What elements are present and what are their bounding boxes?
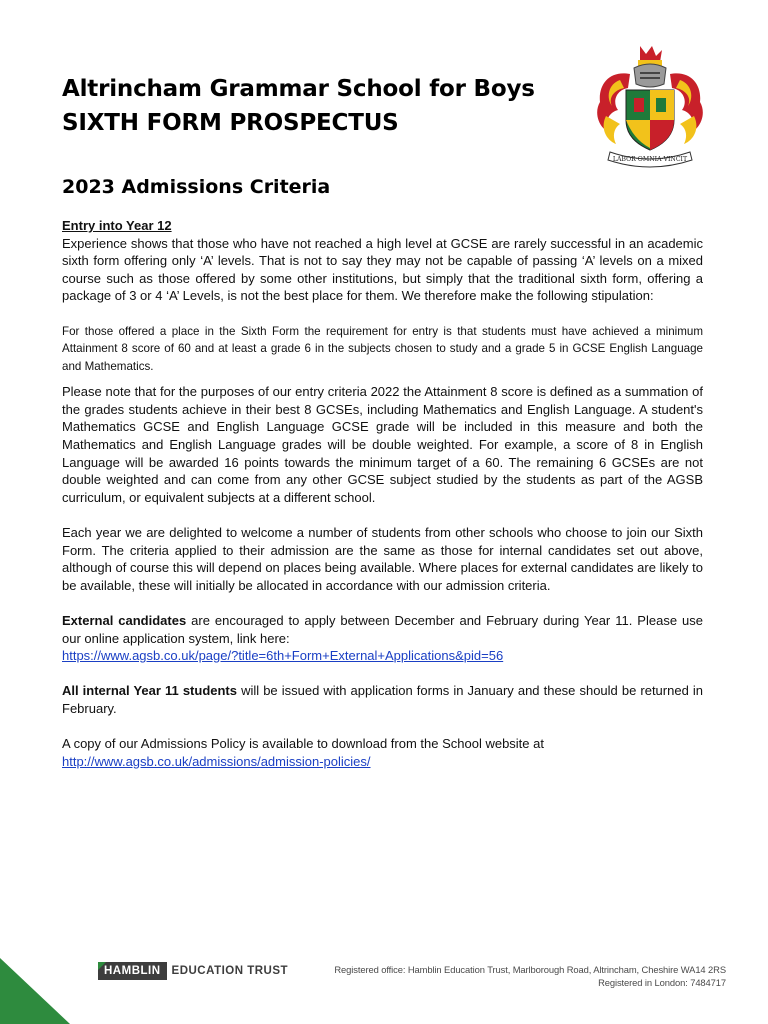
admissions-policy-link[interactable]: http://www.agsb.co.uk/admissions/admission-policies/ bbox=[62, 753, 371, 769]
external-candidates-paragraph bbox=[62, 612, 703, 665]
registered-office: Registered office: Hamblin Education Trust, Marlborough Road, Altrincham, Cheshire WA14 2RS bbox=[334, 964, 726, 975]
admissions-content bbox=[62, 217, 703, 770]
external-candidates-text: are encouraged to apply between December and February during Year 11. Please use our online application system, link here: bbox=[62, 612, 703, 646]
crest-motto: LABOR·OMNIA·VINCIT bbox=[612, 156, 688, 163]
admissions-policy-text: A copy of our Admissions Policy is available to download from the School website at bbox=[62, 736, 544, 752]
school-name: Altrincham Grammar School for Boys bbox=[62, 76, 535, 102]
internal-students-label: All internal Year 11 students bbox=[62, 683, 237, 699]
internal-students-text: will be issued with application forms in January and these should be returned in February. bbox=[62, 683, 703, 716]
footer-green-triangle bbox=[0, 958, 70, 1024]
external-applications-link[interactable]: https://www.agsb.co.uk/page/?title=6th+Form+External+Applications&pid=56 bbox=[62, 648, 504, 664]
footer-address bbox=[300, 963, 726, 989]
entry-requirement-paragraph: For those offered a place in the Sixth Form the requirement for entry is that students must have achieved a minimum Attainment 8 score of 60 and at least a grade 6 in the subjects chosen to study and a grade 5 in GCSE English Language and Mathematics. bbox=[62, 324, 703, 373]
page-title bbox=[62, 72, 582, 140]
external-welcome-paragraph: Each year we are delighted to welcome a number of students from other schools who choose to join our Sixth Form. The criteria applied to their admission are the same as those for internal candidates set out above, although of course this will depend on places being available. Where places for external candidates are likely to be available, these will initially be allocated in accordance with our admission criteria. bbox=[62, 524, 703, 593]
admissions-policy-paragraph bbox=[62, 735, 703, 770]
internal-students-paragraph bbox=[62, 682, 703, 717]
experience-paragraph: Experience shows that those who have not reached a high level at GCSE are rarely successful in an academic sixth form offering only ‘A’ levels. That is not to say they may not be capable of passing ‘A’ levels on a mixed course such as those offered by some other institutions, but simply that the traditional sixth form, offering a package of 3 or 4 ‘A’ Levels, is not the best place for them. We therefore make the following stipulation: bbox=[62, 235, 703, 304]
logo-education-trust: EDUCATION TRUST bbox=[171, 965, 289, 977]
attainment-paragraph: Please note that for the purposes of our entry criteria 2022 the Attainment 8 score is defined as a summation of the grades students achieve in their best 8 GCSEs, including Mathematics and English Language. A student's Mathematics GCSE and English Language GCSE grade will be included in this measure and both the Mathematics and English Language grades will be double weighted. For example, a score of 8 in English Language will be awarded 16 points towards the minimum target of a 60. The remaining 6 GCSEs are not double weighted and can come from any other GCSE subject studied by the students as part of the AGSB curriculum, or equivalent subjects at a different school. bbox=[62, 384, 703, 505]
logo-hamblin: HAMBLIN bbox=[98, 962, 167, 980]
registration-number: Registered in London: 7484717 bbox=[598, 977, 726, 988]
document-title: SIXTH FORM PROSPECTUS bbox=[62, 110, 399, 136]
external-candidates-label: External candidates bbox=[62, 612, 187, 628]
school-crest-icon bbox=[590, 40, 710, 170]
hamblin-trust-logo bbox=[98, 962, 288, 980]
entry-heading: Entry into Year 12 bbox=[62, 218, 172, 233]
section-heading: 2023 Admissions Criteria bbox=[62, 176, 331, 198]
